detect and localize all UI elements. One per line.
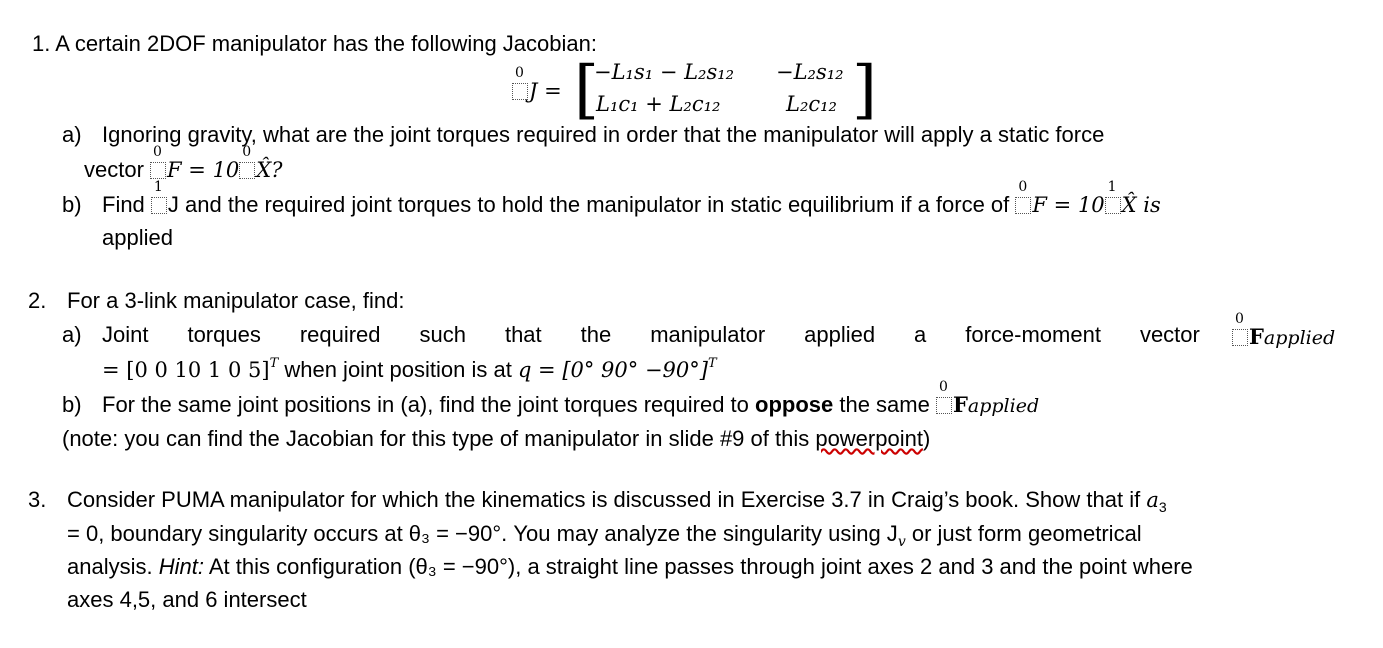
frame-placeholder: 0 bbox=[239, 162, 255, 179]
q2-intro: For a 3-link manipulator case, find: bbox=[67, 288, 405, 313]
q1-intro: 1. A certain 2DOF manipulator has the following Jacobian: bbox=[32, 31, 597, 56]
q2a-text: Joint torques required such that the manipulator applied a force-moment vector bbox=[102, 322, 1200, 347]
q2a-label: a) bbox=[62, 322, 82, 347]
q1b-cont: applied bbox=[102, 225, 173, 250]
q2-note: (note: you can find the Jacobian for this type of manipulator in slide #9 of this powerpoint) bbox=[62, 426, 931, 451]
q2a-force-symbol: 0 Fapplied bbox=[1232, 322, 1335, 353]
frame-placeholder: 0 bbox=[150, 162, 166, 179]
matrix-r2c2: L₂c₁₂ bbox=[786, 92, 837, 116]
matrix-r1c1: −L₁s₁ − L₂s₁₂ bbox=[594, 60, 735, 84]
matrix-left-bracket: [ bbox=[574, 53, 599, 127]
q1a-label: a) bbox=[62, 122, 82, 147]
q1b-label: b) bbox=[62, 192, 82, 217]
q3-line3: analysis. Hint: At this configuration (θ₃ = −90°), a straight line passes through joint axes 2 and 3 and the point where bbox=[67, 554, 1193, 579]
frame-placeholder: 1 bbox=[1105, 197, 1121, 214]
q2b-label: b) bbox=[62, 392, 82, 417]
powerpoint-link[interactable]: powerpoint bbox=[815, 426, 923, 451]
q2b-text: For the same joint positions in (a), find the joint torques required to oppose the same 0 Fapplied bbox=[102, 379, 1040, 417]
q3-line4: axes 4,5, and 6 intersect bbox=[67, 587, 307, 612]
frame-placeholder: 0 bbox=[512, 83, 528, 100]
jacobian-lhs: 0 J = bbox=[512, 76, 562, 106]
frame-placeholder: 0 bbox=[1232, 329, 1248, 346]
q1a-text: Ignoring gravity, what are the joint torques required in order that the manipulator will apply a static force bbox=[102, 122, 1105, 147]
q3-num: 3. bbox=[28, 487, 47, 512]
q1a-cont: vector 0 F = 10 0 X̂? bbox=[84, 144, 283, 182]
frame-placeholder: 1 bbox=[151, 197, 167, 214]
q3-line2: = 0, boundary singularity occurs at θ₃ = −90°. You may analyze the singularity using $J_v$ or just form geometrical bbox=[67, 521, 1142, 550]
matrix-right-bracket: ] bbox=[852, 53, 877, 127]
q2a-cont: = [0 0 10 1 0 5]$^T$ when joint position is at q = [0° 90° −90°]$^T$ bbox=[102, 356, 717, 382]
matrix-r2c1: L₁c₁ + L₂c₁₂ bbox=[596, 92, 721, 116]
frame-placeholder: 0 bbox=[936, 397, 952, 414]
matrix-r1c2: −L₂s₁₂ bbox=[776, 60, 844, 84]
q2-num: 2. bbox=[28, 288, 47, 313]
frame-placeholder: 0 bbox=[1015, 197, 1031, 214]
q1b-text: Find 1 J and the required joint torques to hold the manipulator in static equilibrium if a force of 0 F = 10 1 X̂ is bbox=[102, 179, 1161, 217]
q3-line1: Consider PUMA manipulator for which the kinematics is discussed in Exercise 3.7 in Craig’s book. Show that if $a_3$ bbox=[67, 487, 1167, 515]
